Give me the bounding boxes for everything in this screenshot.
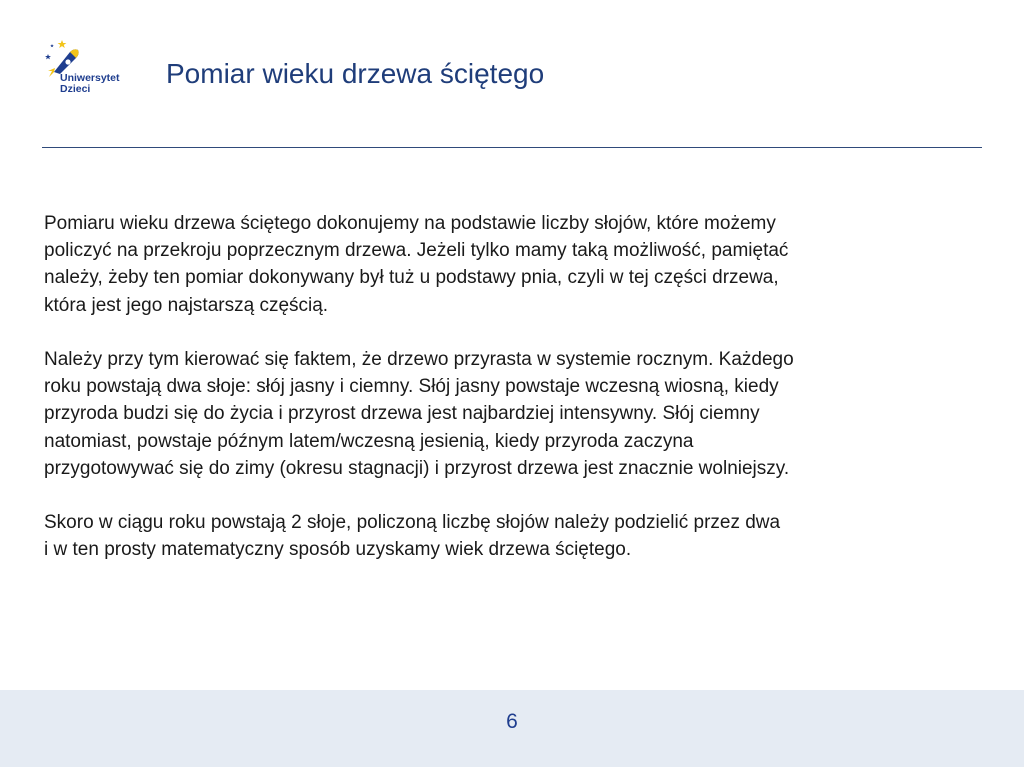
title-divider	[42, 147, 982, 148]
page-number: 6	[506, 710, 518, 733]
slide-title: Pomiar wieku drzewa ściętego	[166, 58, 545, 89]
logo	[40, 38, 145, 100]
slide-body	[44, 210, 974, 591]
logo-line-2: Dzieci	[60, 83, 91, 95]
logo-line-1: Uniwersytet	[60, 72, 120, 84]
paragraph-1: Pomiaru wieku drzewa ściętego dokonujemy na podstawie liczby słojów, które możemy policzyć na przekroju poprzecznym drzewa. Jeżeli tylko mamy taką możliwość, pamiętać należy, żeby ten pomiar dokonywany był tuż u podstawy pnia, czyli w tej części drzewa, która jest jego najstarszą częścią.	[44, 213, 789, 316]
paragraph-3: Skoro w ciągu roku powstają 2 słoje, policzoną liczbę słojów należy podzielić przez dwa i w ten prosty matematyczny sposób uzyskamy wiek drzewa ściętego.	[44, 512, 781, 561]
slide-footer	[0, 690, 1024, 767]
paragraph-2: Należy przy tym kierować się faktem, że drzewo przyrasta w systemie rocznym. Każdego roku powstają dwa słoje: słój jasny i ciemny. Słój jasny powstaje wczesną wiosną, kiedy przyroda budzi się do życia i przyrost drzewa jest najbardziej intensywny. Słój ciemny natomiast, powstaje późnym latem/wczesną jesienią, kiedy przyroda zaczyna przygotowywać się do zimy (okresu stagnacji) i przyrost drzewa jest znacznie wolniejszy.	[44, 349, 794, 479]
logo-text	[60, 73, 120, 95]
